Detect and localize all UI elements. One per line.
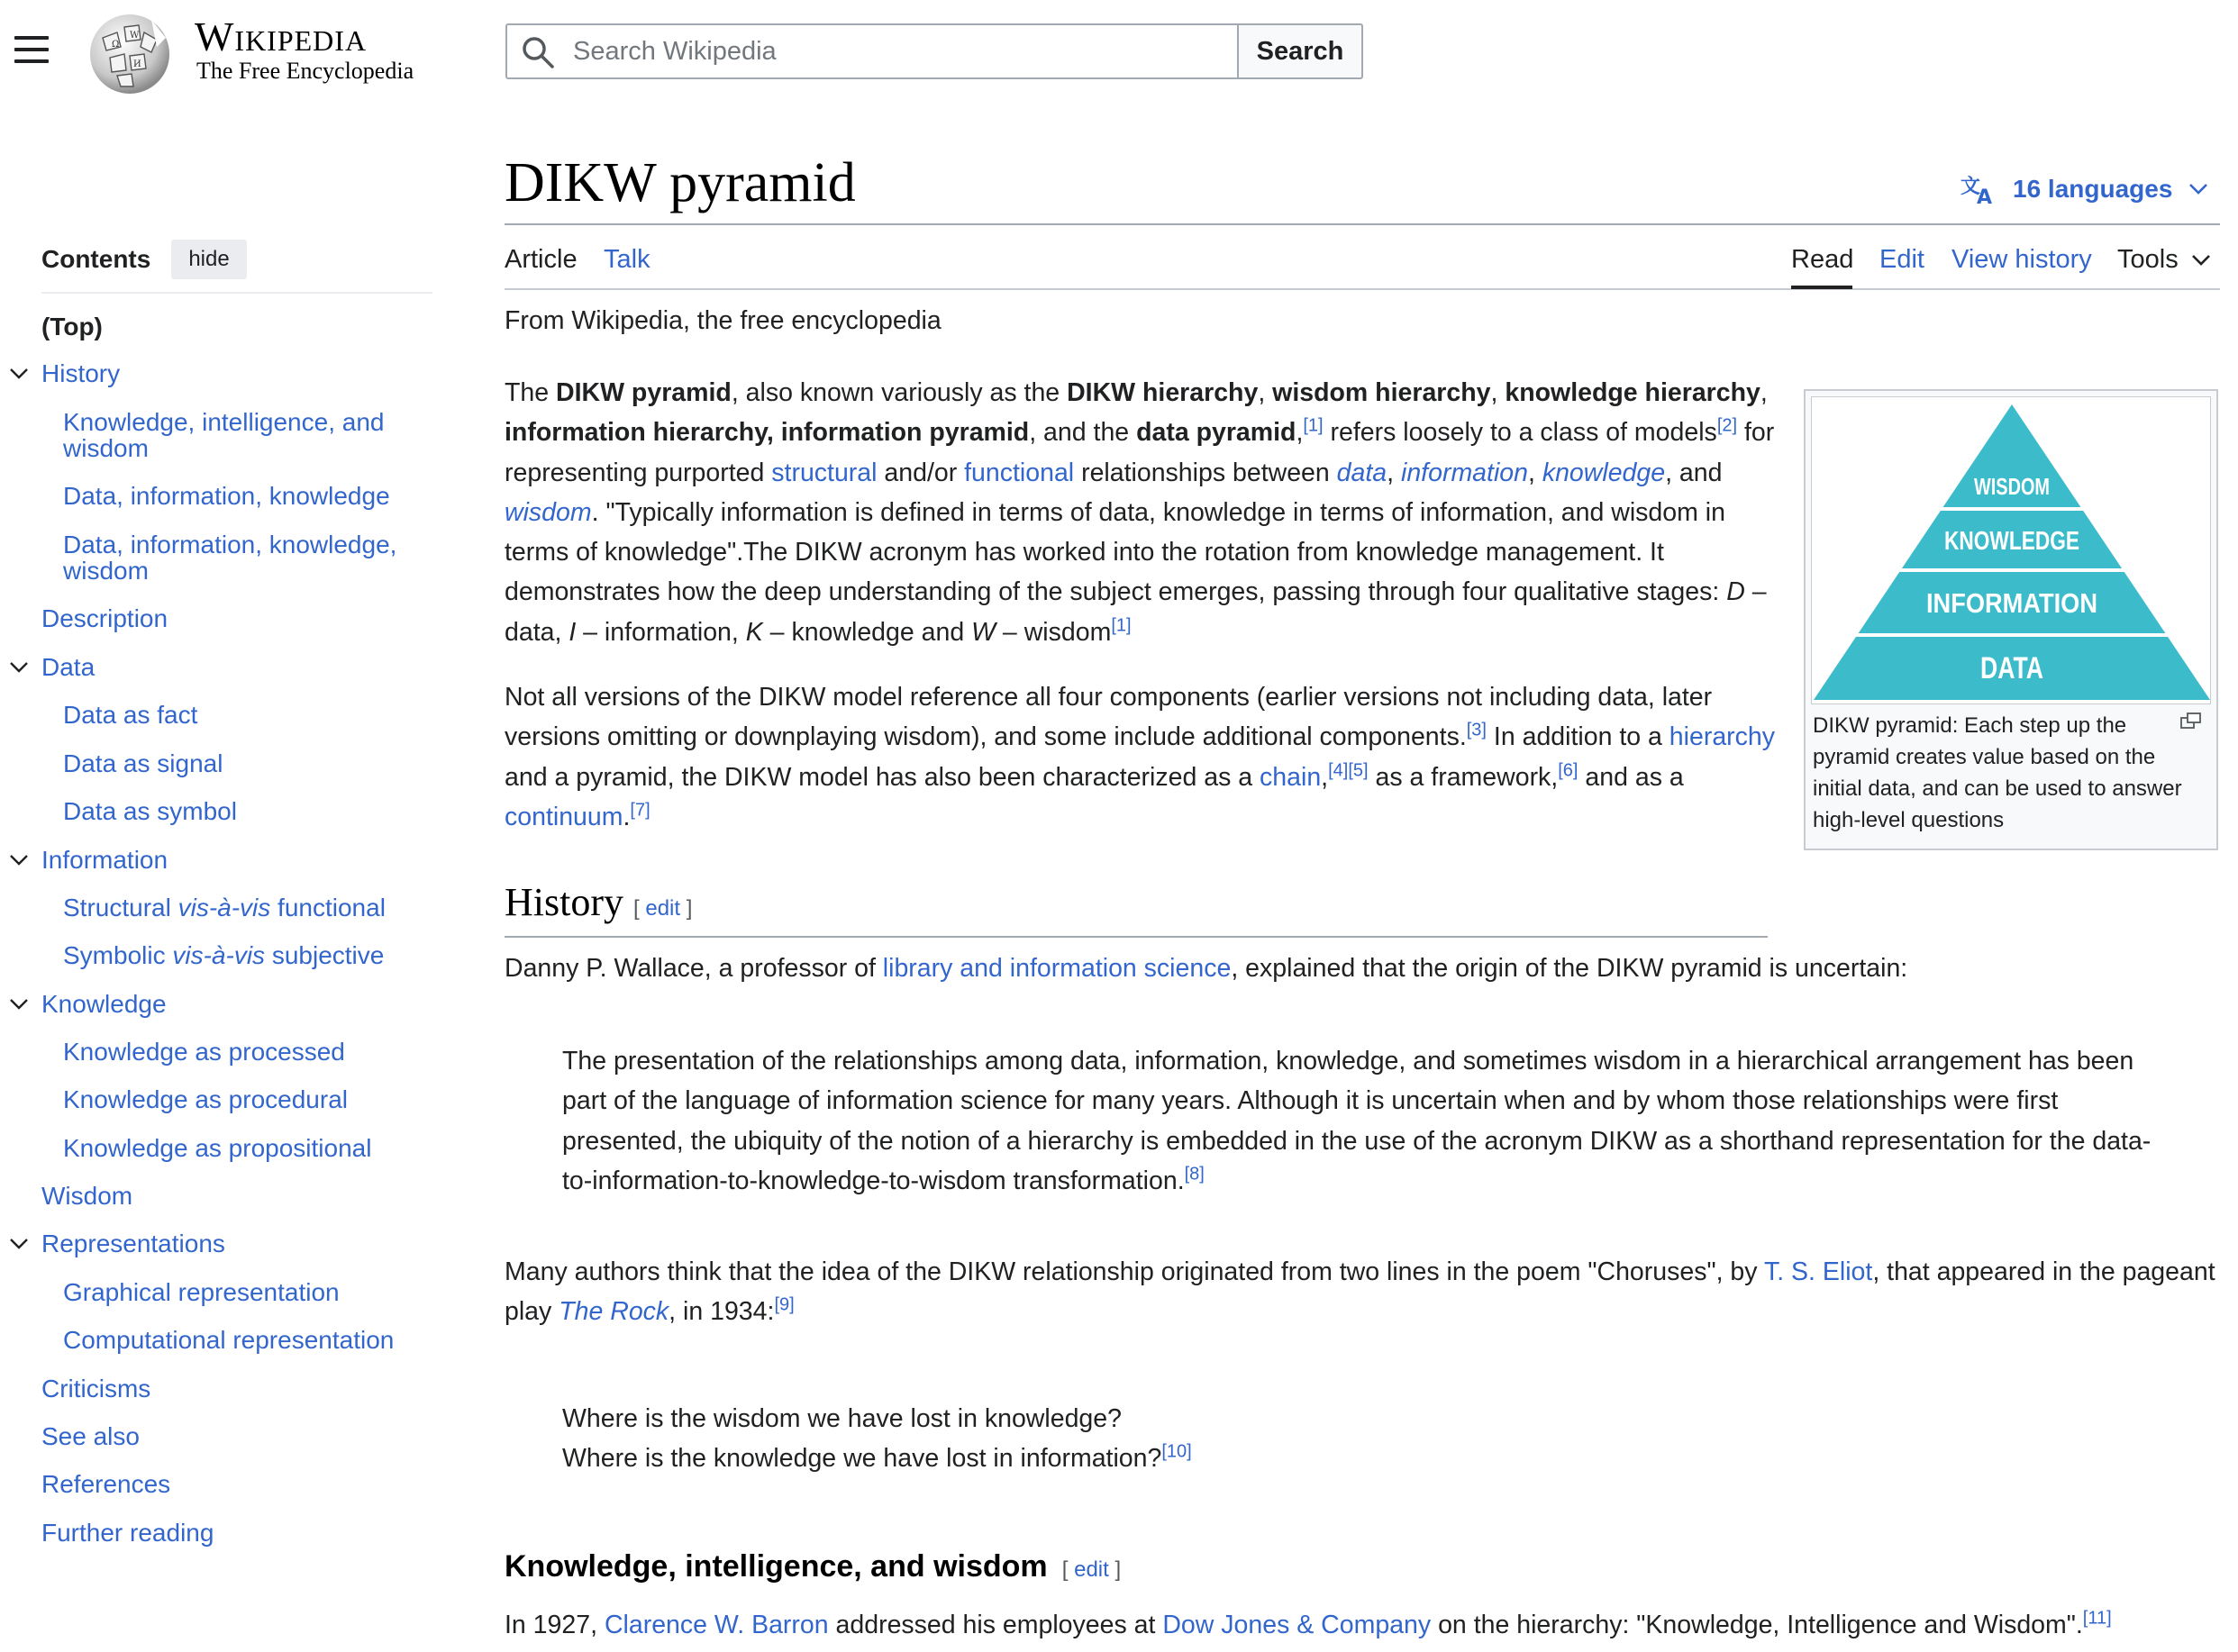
toc-item-data-information-knowledge-wisdom[interactable]: Data, information, knowledge, wisdom — [63, 531, 397, 585]
history-intro: Danny P. Wallace, a professor of library and information science, explained that the origin of the DIKW pyramid is uncertain: — [505, 954, 1908, 983]
ref-8[interactable]: [8] — [1184, 1164, 1205, 1185]
history-edit-section: [ edit ] — [633, 896, 693, 921]
toc-item-data-as-fact[interactable]: Data as fact — [63, 701, 198, 729]
toc-item-history[interactable]: History — [41, 359, 121, 387]
toc-item-knowledge-as-processed[interactable]: Knowledge as processed — [63, 1038, 345, 1066]
link-wisdom[interactable]: wisdom — [505, 497, 592, 527]
chevron-down-icon[interactable] — [9, 998, 29, 1011]
enlarge-icon[interactable] — [2180, 712, 2202, 730]
toc-item-data-as-symbol[interactable]: Data as symbol — [63, 797, 237, 825]
search-button[interactable]: Search — [1237, 23, 1363, 79]
link-clarence-barron[interactable]: Clarence W. Barron — [604, 1611, 829, 1639]
chevron-down-icon — [2191, 254, 2211, 267]
eliot-paragraph: Many authors think that the idea of the DIKW relationship originated from two lines in the poem "Choruses", by T. S. Eliot, that appeared in the pageant play The Rock, in 1934:[9] — [505, 1257, 2215, 1327]
link-ts-eliot[interactable]: T. S. Eliot — [1763, 1257, 1873, 1286]
toc-heading: Contents — [41, 245, 151, 273]
tab-article[interactable]: Article — [505, 245, 578, 274]
tab-edit[interactable]: Edit — [1879, 245, 1924, 274]
ref-10[interactable]: [10] — [1161, 1441, 1192, 1462]
toc-item-information[interactable]: Information — [41, 846, 168, 874]
tools-label: Tools — [2117, 245, 2179, 274]
poem-quote — [562, 1399, 2004, 1479]
chevron-down-icon[interactable] — [9, 661, 29, 674]
active-tab-indicator — [1791, 286, 1852, 289]
search-icon — [521, 35, 555, 69]
toc-item-computational-representation[interactable]: Computational representation — [63, 1326, 395, 1354]
toc-item-further-reading[interactable]: Further reading — [41, 1519, 214, 1547]
poem-line-2: Where is the knowledge we have lost in information?[10] — [562, 1441, 1192, 1474]
link-continuum[interactable]: continuum — [505, 802, 623, 831]
translate-icon — [1961, 173, 1997, 205]
title-divider — [505, 223, 2220, 225]
link-library-information-science[interactable]: library and information science — [882, 954, 1232, 983]
page-title: DIKW pyramid — [505, 152, 856, 213]
tab-view-history[interactable]: View history — [1951, 245, 2092, 274]
svg-text:文: 文 — [1961, 176, 1981, 198]
toc-item-structural-vs-functional[interactable]: Structural vis-à-vis functional — [63, 894, 386, 921]
toc-item-symbolic-vs-subjective[interactable]: Symbolic vis-à-vis subjective — [63, 941, 385, 969]
link-data[interactable]: data — [1336, 458, 1387, 487]
link-information[interactable]: information — [1401, 458, 1528, 487]
link-structural[interactable]: structural — [771, 458, 878, 487]
tab-tools[interactable] — [2117, 245, 2211, 275]
toc-item-data[interactable]: Data — [41, 653, 96, 681]
dikw-pyramid-image[interactable] — [1811, 396, 2211, 704]
wikipedia-tagline: The Free Encyclopedia — [196, 58, 414, 84]
link-hierarchy[interactable]: hierarchy — [1669, 722, 1776, 752]
ref-9[interactable]: [9] — [774, 1294, 795, 1315]
dikw-pyramid-diagram — [1812, 397, 2212, 705]
wallace-blockquote: The presentation of the relationships among data, information, knowledge, and sometimes wisdom in a hierarchical arrangement has been part of the language of information science for many years. Although it is uncertain when and by whom those relationships were first presented, the ubiquity of the notion of a hierarchy is embedded in the use of the acronym DIKW as a shorthand representation for the data-to-information-to-knowledge-to-wisdom transformation.[8] — [562, 1047, 2152, 1195]
history-divider — [505, 936, 1768, 938]
barron-paragraph: In 1927, Clarence W. Barron addressed his employees at Dow Jones & Company on the hierarchy: "Knowledge, Intelligence and Wisdom".[11] — [505, 1608, 2112, 1639]
poem-line-1: Where is the wisdom we have lost in knowledge? — [562, 1404, 1122, 1433]
pyramid-label-data: DATA — [1980, 651, 2043, 685]
chevron-down-icon[interactable] — [9, 1238, 29, 1250]
toc-item-see-also[interactable]: See also — [41, 1422, 140, 1450]
svg-text:W: W — [130, 31, 140, 41]
svg-text:И: И — [133, 59, 141, 69]
knowledge-intelligence-wisdom-heading — [505, 1549, 1121, 1584]
lead-paragraph-1: The DIKW pyramid, also known variously as the DIKW hierarchy, wisdom hierarchy, knowledge hierarchy, information hierarchy, information pyramid, and the data pyramid,[1] refers loosely to a class of models[2] for representing purported structural and/or functional relationships between data, information, knowledge, and wisdom. "Typically information is defined in terms of data, knowledge in terms of information, and wisdom in terms of knowledge".The DIKW acronym has worked into the rotation from knowledge management. It demonstrates how the deep understanding of the subject emerges, passing through four qualitative stages: D – data, I – information, K – knowledge and W – wisdom[1] — [505, 378, 1775, 647]
toc-item-wisdom[interactable]: Wisdom — [41, 1182, 133, 1210]
search-input[interactable] — [571, 25, 1233, 77]
svg-text:Ω: Ω — [112, 40, 120, 50]
history-heading — [505, 879, 692, 925]
toc-divider — [41, 292, 432, 294]
tab-talk[interactable]: Talk — [604, 245, 650, 274]
link-functional[interactable]: functional — [964, 458, 1075, 487]
tab-read[interactable]: Read — [1791, 245, 1854, 274]
wikipedia-wordmark[interactable]: Wikipedia — [195, 14, 368, 59]
languages-label: 16 languages — [2013, 175, 2173, 203]
pyramid-label-wisdom: WISDOM — [1974, 473, 2050, 500]
pyramid-label-information: INFORMATION — [1926, 587, 2097, 619]
toc-item-graphical-representation[interactable]: Graphical representation — [63, 1278, 340, 1306]
toc-item-representations[interactable]: Representations — [41, 1230, 225, 1257]
infobox-caption: DIKW pyramid: Each step up the pyramid creates value based on the initial data, and can be used to answer high-level questions — [1813, 713, 2182, 832]
chevron-down-icon[interactable] — [9, 368, 29, 380]
main-menu-button[interactable] — [14, 36, 49, 63]
toc-hide-button[interactable]: hide — [171, 240, 247, 279]
subheading-text: Knowledge, intelligence, and wisdom — [505, 1549, 1048, 1584]
history-edit-link[interactable]: edit — [645, 896, 681, 921]
toc-item-criticisms[interactable]: Criticisms — [41, 1375, 151, 1402]
toc-item-knowledge-as-propositional[interactable]: Knowledge as propositional — [63, 1134, 372, 1162]
link-chain[interactable]: chain — [1260, 762, 1322, 792]
toc-item-knowledge-intelligence-wisdom[interactable]: Knowledge, intelligence, and wisdom — [63, 408, 385, 462]
toc-item-references[interactable]: References — [41, 1470, 171, 1498]
chevron-down-icon[interactable] — [9, 854, 29, 867]
chevron-down-icon — [2188, 183, 2208, 195]
toc-item-data-as-signal[interactable]: Data as signal — [63, 749, 223, 777]
pyramid-levels — [1814, 404, 2210, 700]
toc-item-top[interactable]: (Top) — [41, 313, 103, 340]
pyramid-label-knowledge: KNOWLEDGE — [1944, 527, 2079, 556]
site-sub: From Wikipedia, the free encyclopedia — [505, 306, 942, 335]
toc-item-description[interactable]: Description — [41, 604, 168, 632]
subsection-edit-section: [ edit ] — [1056, 1557, 1122, 1582]
svg-text:A: A — [1977, 186, 1993, 205]
languages-button[interactable] — [1961, 173, 2208, 205]
toc-item-knowledge-as-procedural[interactable]: Knowledge as procedural — [63, 1085, 348, 1113]
link-knowledge[interactable]: knowledge — [1542, 458, 1666, 487]
toc-item-knowledge[interactable]: Knowledge — [41, 990, 167, 1018]
wikipedia-globe-logo[interactable] — [85, 11, 175, 95]
toc-item-data-information-knowledge[interactable]: Data, information, knowledge — [63, 482, 390, 510]
ref-11[interactable]: [11] — [2082, 1608, 2112, 1629]
subsection-edit-link[interactable]: edit — [1074, 1557, 1109, 1582]
tabs-divider — [505, 288, 2220, 290]
lead-paragraph-2: Not all versions of the DIKW model reference all four components (earlier versions not including data, later versions omitting or downplaying wisdom), and some include additional components.[3] In addition to a hierarchy and a pyramid, the DIKW model has also been characterized as a chain,[4][5] as a framework,[6] and as a continuum.[7] — [505, 683, 1776, 831]
link-the-rock[interactable]: The Rock — [559, 1297, 669, 1327]
history-heading-text: History — [505, 880, 623, 924]
link-dow-jones[interactable]: Dow Jones & Company — [1162, 1611, 1432, 1639]
